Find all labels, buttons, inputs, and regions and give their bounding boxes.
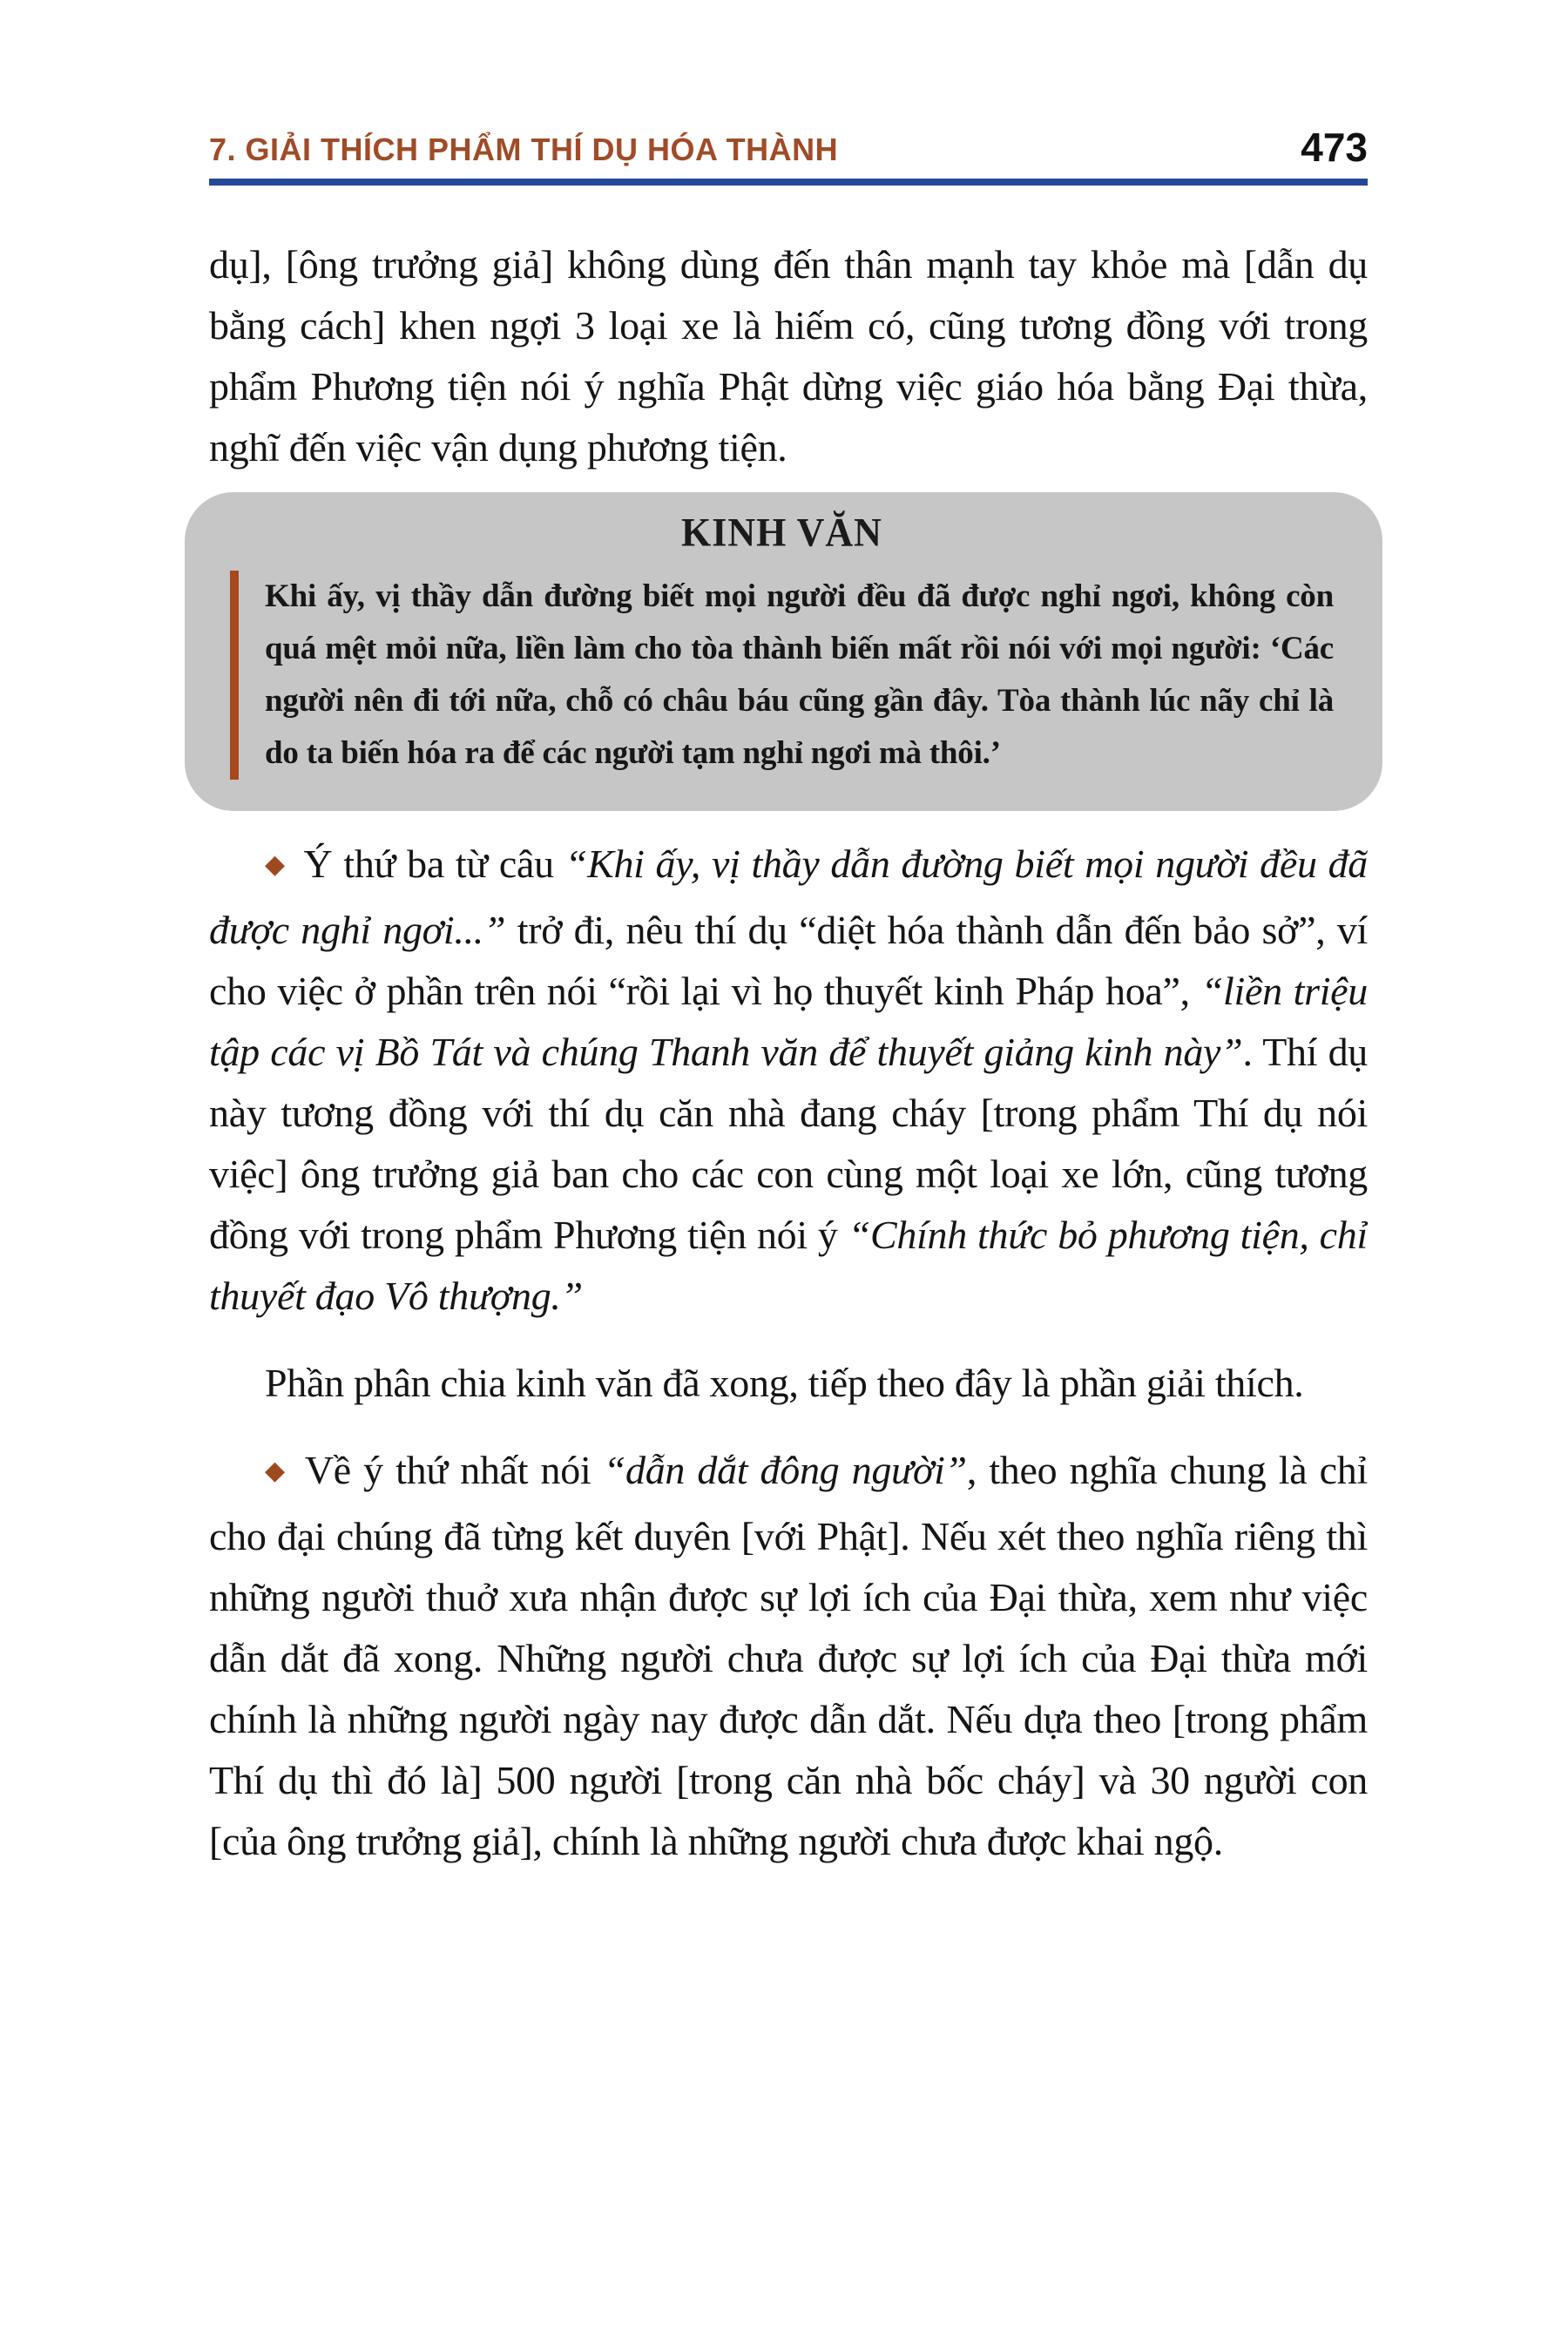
page-number: 473 xyxy=(1301,125,1368,170)
paragraph-text xyxy=(209,841,1368,1318)
text-segment: “Khi ấy, vị thầy dẫn đường biết mọi người đều đã được nghỉ ngơi...” xyxy=(209,841,1368,952)
running-header-title: 7. GIẢI THÍCH PHẨM THÍ DỤ HÓA THÀNH xyxy=(209,132,839,168)
paragraph-y-thu-ba xyxy=(209,834,1368,1327)
kinh-van-title: KINH VĂN xyxy=(681,510,882,556)
text-segment: “Chính thức bỏ phương tiện, chỉ thuyết đạo Vô thượng.” xyxy=(209,1213,1368,1318)
header-rule xyxy=(209,179,1368,186)
kinh-van-quote: Khi ấy, vị thầy dẫn đường biết mọi người đều đã được nghỉ ngơi, không còn quá mệt mỏi nữa, liền làm cho tòa thành biến mất rồi nói với mọi người: ‘Các người nên đi tới nữa, chỗ có châu báu cũng gần đây. Tòa thành lúc nãy chỉ là do ta biến hóa ra để các người tạm nghỉ ngơi mà thôi.’ xyxy=(230,571,1334,780)
page-header xyxy=(209,125,1368,170)
text-segment: Phần phân chia kinh văn đã xong, tiếp theo đây là phần giải thích. xyxy=(265,1361,1304,1405)
text-segment: . Thí dụ này tương đồng với thí dụ căn nhà đang cháy [trong phẩm Thí dụ nói việc] ông trưởng giả ban cho các con cùng một loại xe lớn, cũng tương đồng với trong phẩm Phương tiện nói ý xyxy=(209,1030,1368,1257)
text-segment: , theo nghĩa chung là chỉ cho đại chúng đã từng kết duyên [với Phật]. Nếu xét theo nghĩa riêng thì những người thuở xưa nhận được sự lợi ích của Đại thừa, xem như việc dẫn dắt đã xong. Những người chưa được sự lợi ích của Đại thừa mới chính là những người ngày nay được dẫn dắt. Nếu dựa theo [trong phẩm Thí dụ thì đó là] 500 người [trong căn nhà bốc cháy] và 30 người con [của ông trưởng giả], chính là những người chưa được khai ngộ. xyxy=(209,1448,1368,1863)
text-segment: dụ], [ông trưởng giả] không dùng đến thân mạnh tay khỏe mà [dẫn dụ bằng cách] khen ngợi 3 loại xe là hiếm có, cũng tương đồng với trong phẩm Phương tiện nói ý nghĩa Phật dừng việc giáo hóa bằng Đại thừa, nghĩ đến việc vận dụng phương tiện. xyxy=(209,242,1368,470)
kinh-van-box xyxy=(185,492,1382,811)
paragraph-text xyxy=(209,1448,1368,1863)
text-segment: Về ý thứ nhất nói xyxy=(304,1448,604,1492)
diamond-bullet-icon: ◆ xyxy=(265,1456,287,1486)
text-segment: “dẫn dắt đông người” xyxy=(603,1448,967,1492)
page-body xyxy=(209,234,1368,1872)
paragraph-phan-chia xyxy=(209,1353,1368,1414)
text-segment: “liền triệu tập các vị Bồ Tát và chúng Thanh văn để thuyết giảng kinh này” xyxy=(209,969,1368,1074)
text-segment: trở đi, nêu thí dụ “diệt hóa thành dẫn đến bảo sở”, ví cho việc ở phần trên nói “rồi lại vì họ thuyết kinh Pháp hoa”, xyxy=(209,908,1368,1013)
paragraph-text xyxy=(265,1361,1304,1405)
paragraph-continuation xyxy=(209,234,1368,478)
paragraph-text xyxy=(209,242,1368,470)
paragraph-y-thu-nhat xyxy=(209,1440,1368,1872)
diamond-bullet-icon: ◆ xyxy=(265,849,287,880)
text-segment: Ý thứ ba từ câu xyxy=(303,841,565,886)
